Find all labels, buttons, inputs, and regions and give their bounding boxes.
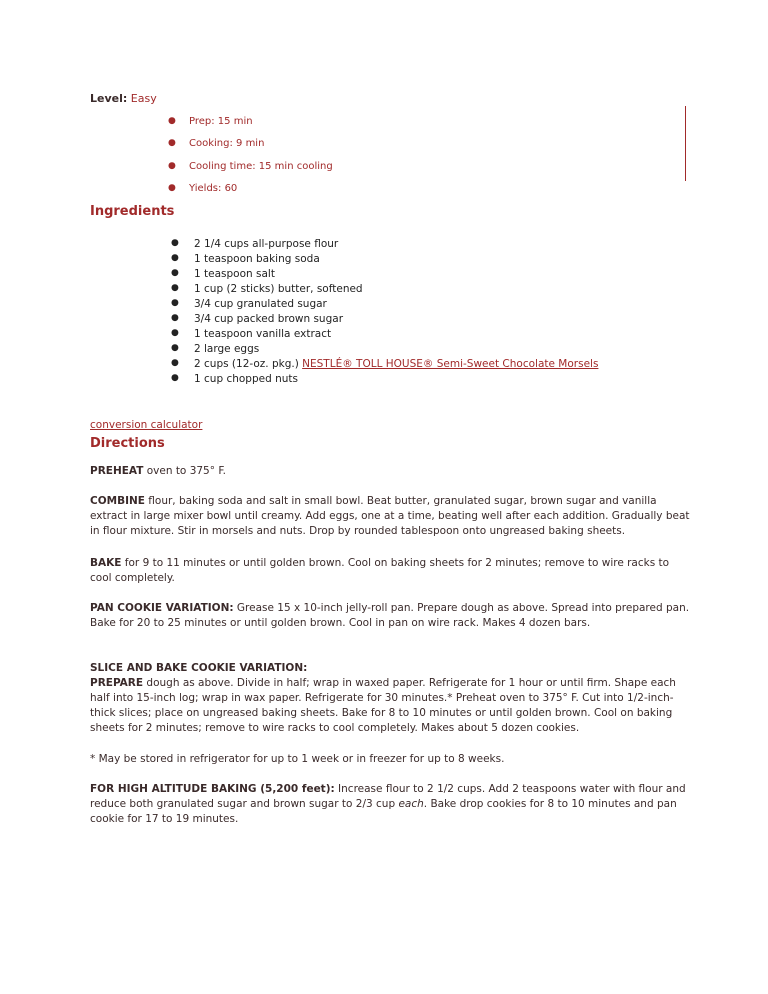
- bullet-icon: ●: [171, 313, 179, 323]
- cooking-time: Cooking: 9 min: [189, 138, 265, 149]
- bullet-icon: ●: [168, 116, 176, 126]
- preheat-label: PREHEAT: [90, 465, 144, 477]
- bullet-icon: ●: [168, 183, 176, 193]
- yields: Yields: 60: [189, 183, 238, 194]
- bullet-icon: ●: [171, 268, 179, 278]
- storage-note: * May be stored in refrigerator for up to 1 week or in freezer for up to 8 weeks.: [90, 753, 505, 765]
- bullet-icon: ●: [171, 343, 179, 353]
- bullet-icon: ●: [168, 138, 176, 148]
- morsels-link[interactable]: NESTLÉ® TOLL HOUSE® Semi-Sweet Chocolate Morsels: [302, 358, 599, 370]
- bullet-icon: ●: [171, 253, 179, 263]
- list-item: 1 cup chopped nuts: [194, 373, 298, 385]
- pan-cookie-text: Grease 15 x 10-inch jelly-roll pan. Prepare dough as above. Spread into prepared pan. Bake for 20 to 25 minutes or until golden brown. Cool in pan on wire rack. Makes 4 dozen bars.: [90, 602, 690, 629]
- combine-text: flour, baking soda and salt in small bowl. Beat butter, granulated sugar, brown sugar and vanilla extract in large mixer bowl until creamy. Add eggs, one at a time, beating well after each addition. Gradually beat in flour mixture. Stir in morsels and nuts. Drop by rounded tablespoon onto ungreased baking sheets.: [90, 495, 690, 537]
- level-label: Level:: [90, 92, 128, 105]
- bullet-icon: ●: [171, 328, 179, 338]
- bullet-icon: ●: [171, 238, 179, 248]
- list-item: [194, 358, 598, 370]
- bullet-icon: ●: [171, 283, 179, 293]
- slice-bake-heading: SLICE AND BAKE COOKIE VARIATION:: [90, 662, 308, 674]
- bullet-icon: ●: [171, 373, 179, 383]
- bullet-icon: ●: [168, 161, 176, 171]
- bullet-icon: ●: [171, 358, 179, 368]
- high-altitude-each: each: [398, 798, 424, 810]
- combine-paragraph: [90, 494, 690, 539]
- list-item: 2 large eggs: [194, 343, 260, 355]
- prepare-text: dough as above. Divide in half; wrap in waxed paper. Refrigerate for 1 hour or until firm. Shape each half into 15-inch log; wrap in wax paper. Refrigerate for 30 minutes.* Preheat oven to 375° F. Cut into 1/2-inch-thick slices; place on ungreased baking sheets. Bake for 8 to 10 minutes or until golden brown. Cool on baking sheets for 2 minutes; remove to wire racks to cool completely. Makes about 5 dozen cookies.: [90, 677, 676, 734]
- cooling-time: Cooling time: 15 min cooling: [189, 161, 333, 172]
- difficulty-level: [90, 92, 157, 105]
- high-altitude-text: Increase flour to 2 1/2 cups. Add 2 teaspoons water with flour and reduce both granulated sugar and brown sugar to 2/3 cup: [90, 783, 686, 810]
- high-altitude-label: FOR HIGH ALTITUDE BAKING (5,200 feet):: [90, 783, 335, 795]
- vertical-divider: [685, 106, 686, 181]
- level-value: Easy: [130, 92, 157, 105]
- list-item: 1 teaspoon salt: [194, 268, 275, 280]
- list-item: 1 cup (2 sticks) butter, softened: [194, 283, 363, 295]
- ingredients-heading: Ingredients: [90, 204, 175, 219]
- pan-cookie-paragraph: [90, 601, 690, 631]
- bullet-icon: ●: [171, 298, 179, 308]
- combine-label: COMBINE: [90, 495, 145, 507]
- bake-paragraph: [90, 556, 690, 586]
- preheat-text: oven to 375° F.: [143, 465, 227, 477]
- conversion-calculator-link[interactable]: conversion calculator: [90, 419, 203, 431]
- bake-label: BAKE: [90, 557, 122, 569]
- list-item: 1 teaspoon vanilla extract: [194, 328, 332, 340]
- bake-text: for 9 to 11 minutes or until golden brown. Cool on baking sheets for 2 minutes; remove to wire racks to cool completely.: [90, 557, 670, 584]
- high-altitude-paragraph: [90, 782, 690, 827]
- list-item: 1 teaspoon baking soda: [194, 253, 320, 265]
- list-item: 2 1/4 cups all-purpose flour: [194, 238, 339, 250]
- list-item: 3/4 cup packed brown sugar: [194, 313, 344, 325]
- slice-bake-paragraph: [90, 661, 690, 736]
- pan-cookie-label: PAN COOKIE VARIATION:: [90, 602, 234, 614]
- high-altitude-text-end: . Bake drop cookies for 8 to 10 minutes and pan cookie for 17 to 19 minutes.: [90, 798, 677, 825]
- list-item: 3/4 cup granulated sugar: [194, 298, 327, 310]
- directions-heading: Directions: [90, 436, 165, 451]
- ingredient-text: 2 cups (12-oz. pkg.): [194, 358, 303, 370]
- preheat-paragraph: [90, 464, 690, 479]
- prepare-label: PREPARE: [90, 677, 144, 689]
- prep-time: Prep: 15 min: [189, 116, 253, 127]
